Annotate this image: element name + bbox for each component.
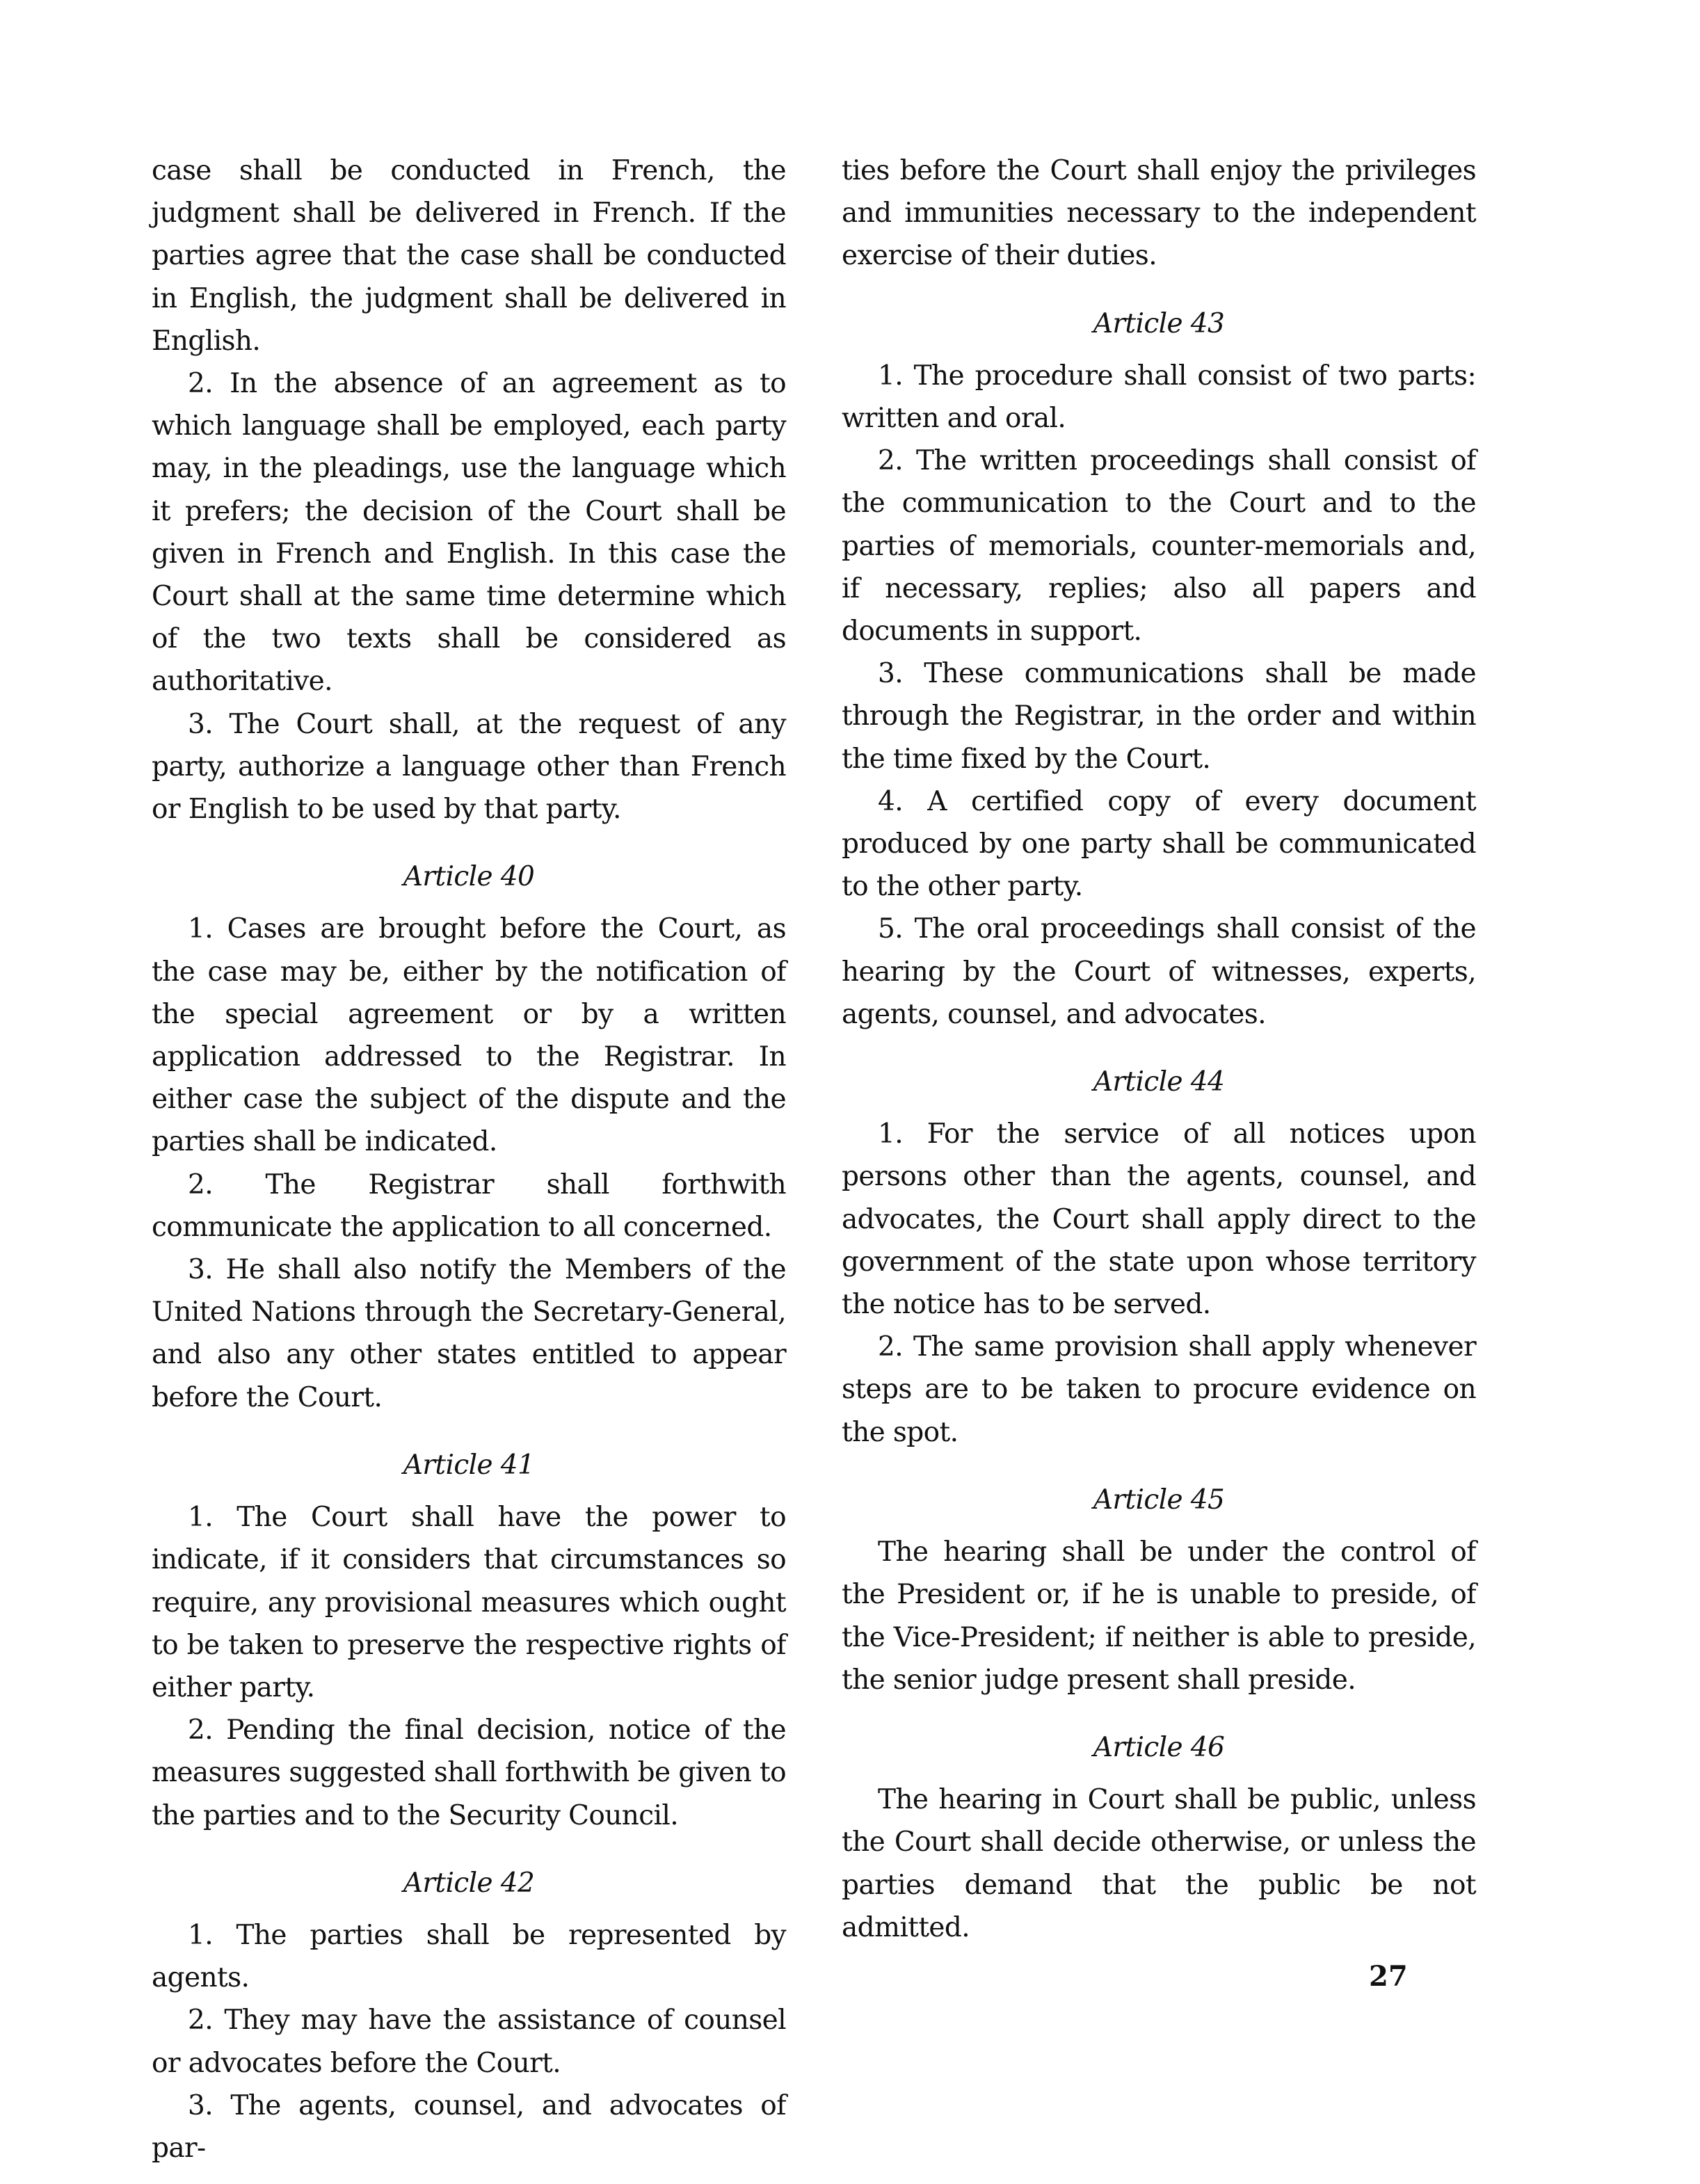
article-42-heading: Article 42	[403, 1867, 535, 1899]
article-42-paragraph-1: 1. The parties shall be represented by agents.	[152, 1919, 786, 1994]
article-43-paragraph-3: 3. These communications shall be made through the Registrar, in the order and within the time fixed by the Court.	[842, 658, 1476, 775]
article-40-heading: Article 40	[403, 861, 535, 893]
article-45-paragraph: The hearing shall be under the control of the President or, if he is unable to preside, of the Vice-President; if neither is able to preside, the senior judge present shall preside.	[842, 1536, 1476, 1696]
article-41-paragraph-1: 1. The Court shall have the power to indicate, if it considers that circumstances so require, any provisional measures which ought to be taken to preserve the respective rights of either party.	[152, 1502, 786, 1703]
article-43-paragraph-2: 2. The written proceedings shall consist of the communication to the Court and to the parties of memorials, counter-memorials and, if necessary, replies; also all papers and documents in support.	[842, 445, 1476, 648]
article-41-heading: Article 41	[403, 1449, 535, 1481]
continuation-paragraph-right: ties before the Court shall enjoy the privileges and immunities necessary to the independent exercise of their duties.	[842, 155, 1476, 272]
article-42-paragraph-2: 2. They may have the assistance of counsel or advocates before the Court.	[152, 2005, 786, 2079]
article-41-paragraph-2: 2. Pending the final decision, notice of the measures suggested shall forthwith be given to the parties and to the Security Council.	[152, 1715, 786, 1831]
article-39-paragraph-2: 2. In the absence of an agreement as to which language shall be employed, each party may, in the pleadings, use the language which it prefers; the decision of the Court shall be given in French and English. In this case the Court shall at the same time determine which of the two texts shall be considered as authoritative.	[152, 368, 786, 698]
article-44-heading: Article 44	[1093, 1066, 1225, 1098]
article-40-paragraph-2: 2. The Registrar shall forthwith communicate the application to all concerned.	[152, 1169, 786, 1243]
article-40-paragraph-3: 3. He shall also notify the Members of the United Nations through the Secretary-General, and also any other states entitled to appear before the Court.	[152, 1254, 786, 1413]
article-43-paragraph-4: 4. A certified copy of every document produced by one party shall be communicated to the other party.	[842, 785, 1476, 903]
article-39-paragraph-3: 3. The Court shall, at the request of any party, authorize a language other than French or English to be used by that party.	[152, 708, 786, 826]
article-43-paragraph-5: 5. The oral proceedings shall consist of the hearing by the Court of witnesses, experts, agents, counsel, and advocates.	[842, 913, 1476, 1030]
right-column	[842, 150, 1476, 1949]
left-column	[152, 150, 786, 2169]
article-43-heading: Article 43	[1093, 307, 1225, 339]
article-42-paragraph-3: 3. The agents, counsel, and advocates of par-	[152, 2089, 786, 2164]
continuation-paragraph: case shall be conducted in French, the judgment shall be delivered in French. If the parties agree that the case shall be conducted in English, the judgment shall be delivered in English.	[152, 155, 786, 357]
article-45-heading: Article 45	[1093, 1484, 1225, 1516]
article-40-paragraph-1: 1. Cases are brought before the Court, as the case may be, either by the notification of the special agreement or by a written application addressed to the Registrar. In either case the subject of the dispute and the parties shall be indicated.	[152, 913, 786, 1158]
article-46-paragraph: The hearing in Court shall be public, unless the Court shall decide otherwise, or unless the parties demand that the public be not admitted.	[842, 1784, 1476, 1943]
article-44-paragraph-2: 2. The same provision shall apply whenever steps are to be taken to procure evidence on the spot.	[842, 1331, 1476, 1448]
article-46-heading: Article 46	[1093, 1731, 1225, 1763]
page-number: 27	[1369, 1960, 1408, 1993]
article-43-paragraph-1: 1. The procedure shall consist of two parts: written and oral.	[842, 360, 1476, 435]
article-44-paragraph-1: 1. For the service of all notices upon persons other than the agents, counsel, and advocates, the Court shall apply direct to the government of the state upon whose territory the notice has to be served.	[842, 1118, 1476, 1321]
